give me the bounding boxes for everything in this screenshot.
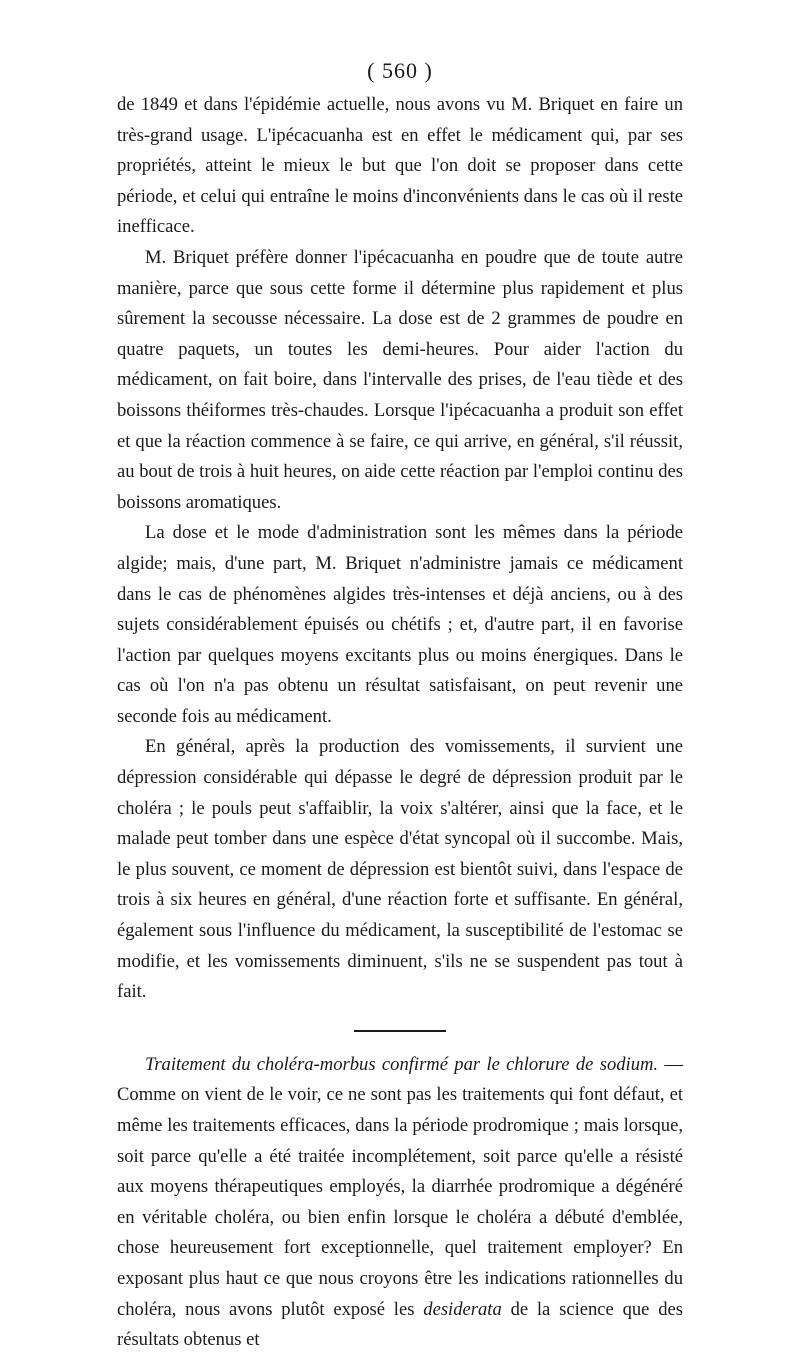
paragraph-1: de 1849 et dans l'épidémie actuelle, nous avons vu M. Briquet en faire un très-grand usage. L'ipécacuanha est en effet le médicament qui, par ses propriétés, atteint le mieux le but que l'on doit se proposer dans cette période, et celui qui entraîne le moins d'inconvénients dans le cas où il reste inefficace. xyxy=(117,94,683,238)
section-text: — Comme on vient de le voir, ce ne sont pas les traitements qui font défaut, et même les traitements efficaces, dans la période prodromique ; mais lorsque, soit parce qu'elle a été traitée incomplétement, soit parce qu'elle a résisté aux moyens thérapeutiques employés, la diarrhée prodromique a dégénéré en véritable choléra, ou bien enfin lorsque le choléra a débuté d'emblée, chose heureusement fort exceptionnelle, quel traitement employer? En exposant plus haut ce que nous croyons être les indications rationnelles du choléra, nous avons plutôt exposé les xyxy=(117,1053,683,1320)
section-divider xyxy=(354,1030,446,1032)
paragraph-3: La dose et le mode d'administration sont les mêmes dans la période algide; mais, d'une part, M. Briquet n'administre jamais ce médicament dans le cas de phénomènes algides très-intenses et déjà anciens, ou à des sujets considérablement épuisés ou chétifs ; et, d'autre part, il en favorise l'action par quelques moyens excitants plus ou moins énergiques. Dans le cas où l'on n'a pas obtenu un résultat satisfaisant, on peut revenir une seconde fois au médicament. xyxy=(117,522,683,727)
paragraph-2: M. Briquet préfère donner l'ipécacuanha en poudre que de toute autre manière, parce que sous cette forme il détermine plus rapidement et plus sûrement la secousse nécessaire. La dose est de 2 grammes de poudre en quatre paquets, un toutes les demi-heures. Pour aider l'action du médicament, on fait boire, dans l'intervalle des prises, de l'eau tiède et des boissons théiformes très-chaudes. Lorsque l'ipécacuanha a produit son effet et que la réaction commence à se faire, ce qui arrive, en général, s'il réussit, au bout de trois à huit heures, on aide cette réaction par l'emploi continu des boissons aromatiques. xyxy=(117,246,683,513)
section-text-end: de la science que des résultats obtenus et xyxy=(117,1298,684,1351)
page-number: ( 560 ) xyxy=(367,58,433,83)
paragraph-4: En général, après la production des vomissements, il survient une dépression considérable qui dépasse le degré de dépression produit par le choléra ; le pouls peut s'affaiblir, la voix s'altérer, ainsi que la face, et le malade peut tomber dans une espèce d'état syncopal où il succombe. Mais, le plus souvent, ce moment de dépression est bientôt suivi, dans l'espace de trois à six heures en général, d'une réaction forte et suffisante. En général, également sous l'influence du médicament, la susceptibilité de l'estomac se modifie, et les vomissements diminuent, s'ils ne se suspendent pas tout à fait. xyxy=(117,736,683,1003)
body-text xyxy=(117,90,683,1356)
section-title: Traitement du choléra-morbus confirmé par le chlorure de sodium. xyxy=(145,1053,659,1075)
section-paragraph xyxy=(117,1050,683,1356)
section-emphasis: desiderata xyxy=(423,1298,502,1320)
